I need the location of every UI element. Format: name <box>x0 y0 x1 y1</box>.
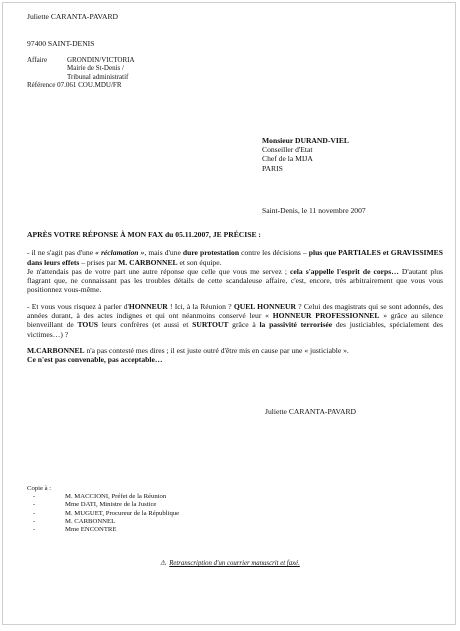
list-item: - Mme DATI, Ministre de la Justice <box>33 501 157 509</box>
letter-date: Saint-Denis, le 11 novembre 2007 <box>262 206 366 215</box>
copies-label: Copie à : <box>27 485 52 492</box>
footer-text: Retranscription d'un courrier manuscrit et faxé. <box>169 560 300 567</box>
affaire-line-2: Mairie de St-Denis / <box>67 64 124 73</box>
paragraph-4: M.CARBONNEL n'a pas contesté mes dires ; il est juste outré d'être mis en cause par une « justiciable ». Ce n'est pas convenable, pas acceptable… <box>27 345 349 365</box>
list-item: - Mme ENCONTRE <box>33 526 117 534</box>
copies-list <box>27 493 179 534</box>
signature: Juliette CARANTA-PAVARD <box>265 407 357 416</box>
sender-city: 97400 SAINT-DENIS <box>27 39 95 48</box>
list-item: - M. MACCIONI, Préfet de la Réunion <box>33 493 167 501</box>
paragraph-1: - il ne s'agit pas d'une « réclamation », mais d'une dure protestation contre les décisions – plus que PARTIALES et GRAVISSIMES dans leurs effets – prises par M. CARBONNEL et son équipe. <box>27 248 443 267</box>
affaire-line-1 <box>27 56 135 64</box>
affaire-line-1-text: GRONDIN/VICTORIA <box>67 56 135 64</box>
paragraph-2: Je n'attendais pas de votre part une autre réponse que celle que vous me servez ; cela s'appelle l'esprit de corps… D'autant plus flagrant que, ne connaissant pas les troubles détails de cette scandaleuse affaire, c'est, encore, très arbitrairement que vous vous positionnez vous-même. <box>27 266 443 295</box>
recipient-title-2: Chef de la MIJA <box>262 154 313 164</box>
recipient-city: PARIS <box>262 163 283 173</box>
letter-page <box>2 2 456 625</box>
recipient-block <box>262 136 349 173</box>
affaire-block <box>27 56 135 90</box>
paragraph-3: - Et vous vous risquez à parler d'HONNEUR ! Ici, à la Réunion ? QUEL HONNEUR ? Celui des magistrats qui se sont adonnés, des années durant, à des actes indignes et qui ont néanmoins conservé leur « HONNEUR PROFESSIONNEL » grâce au silence bienveillant de TOUS leurs confrères (et aussi et SURTOUT grâce à la passivité terrorisée des justiciables, spécialement des victimes…) ? <box>27 301 444 339</box>
warning-icon: ⚠ <box>160 560 167 567</box>
affaire-reference: Référence 07.061 COU.MDU/FR <box>27 81 122 90</box>
copies-block <box>27 485 179 534</box>
letter-body <box>27 230 443 372</box>
footer-note <box>3 559 457 567</box>
affaire-line-3: Tribunal administratif <box>67 72 129 81</box>
sender-name: Juliette CARANTA-PAVARD <box>27 12 119 21</box>
recipient-title-1: Conseiller d'Etat <box>262 145 313 155</box>
letter-heading: APRÈS VOTRE RÉPONSE À MON FAX du 05.11.2007, JE PRÉCISE : <box>27 230 261 239</box>
list-item: - M. CARBONNEL <box>33 517 116 525</box>
recipient-name: Monsieur DURAND-VIEL <box>262 136 349 145</box>
list-item: - M. MUGUET, Procureur de la République <box>33 509 180 517</box>
affaire-label: Affaire <box>27 56 48 64</box>
